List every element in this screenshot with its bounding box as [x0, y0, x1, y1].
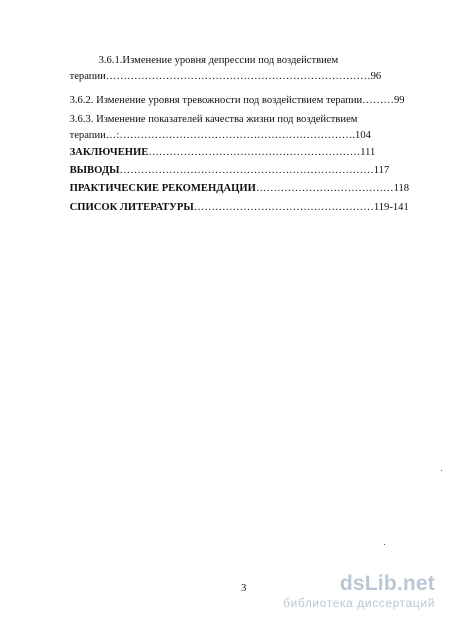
watermark-logo: dsLib.net — [339, 572, 435, 595]
toc-entry-references — [59, 187, 409, 229]
toc-entry-text: терапии…………………………………………………………………96 — [69, 71, 382, 82]
watermark-subtitle: библиотека диссертаций — [283, 596, 435, 610]
watermark — [267, 572, 437, 612]
toc-entry-heading: ПРАКТИЧЕСКИЕ РЕКОМЕНДАЦИИ — [69, 183, 256, 194]
toc-entry-text: 3.6.1.Изменение уровня депрессии под воздействием — [98, 55, 339, 66]
page-number: 3 — [241, 583, 247, 594]
toc-entry-leader: ………………………………………………………………117 — [119, 165, 390, 176]
toc-entry-text: 3.6.2. Изменение уровня тревожности под воздействием терапии………99 — [69, 95, 405, 106]
toc-entry-heading: ЗАКЛЮЧЕНИЕ — [69, 147, 149, 158]
toc-entry-leader: …………………………………118 — [255, 183, 410, 194]
toc-entry-heading: СПИСОК ЛИТЕРАТУРЫ — [69, 202, 194, 213]
toc-entry-heading: ВЫВОДЫ — [69, 165, 120, 176]
scan-speck — [441, 470, 442, 471]
toc-entry-text: терапии…:………………………………………………………….104 — [69, 130, 371, 141]
scan-speck — [384, 544, 385, 545]
toc-entry-leader: ……………………………………………119-141 — [193, 202, 409, 213]
toc-entry-text: 3.6.3. Изменение показателей качества жизни под воздействием — [69, 114, 358, 125]
toc-entry-leader: ……………………………………………………111 — [148, 147, 376, 158]
